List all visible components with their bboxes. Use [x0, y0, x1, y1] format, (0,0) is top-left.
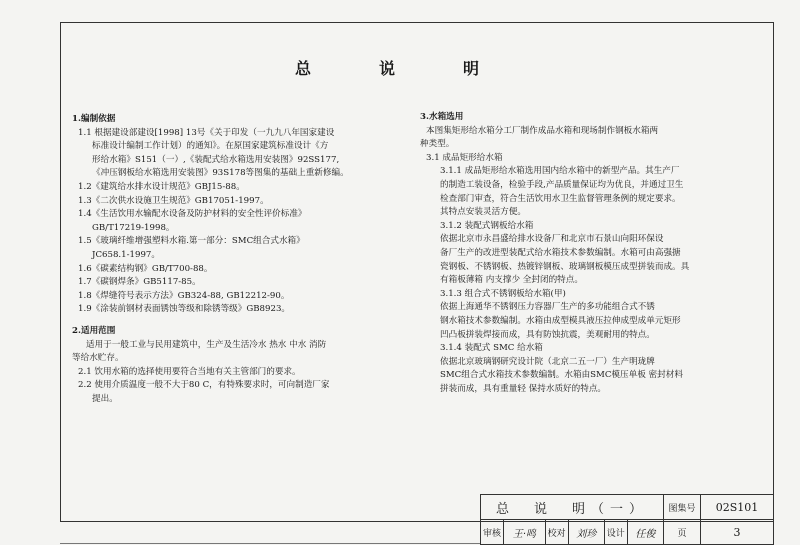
design-label: 设计 [604, 520, 627, 545]
text-line: GB/T17219-1998。 [92, 222, 175, 233]
text-line: 3.1.2 装配式钢板给水箱 [440, 220, 534, 231]
text-line: 1.编制依据 [72, 114, 116, 124]
text-line: 备厂生产的改进型装配式给水箱技术参数编制。水箱可由高强搪 [440, 247, 681, 258]
review-signature: 王·鸣 [504, 520, 546, 545]
design-signature: 任俊 [627, 520, 663, 545]
text-line: 1.4《生活饮用水输配水设备及防护材料的安全性评价标准》 [78, 209, 307, 220]
text-line: 凹凸板拼装焊接而成，具有防蚀抗震，美观耐用的特点。 [440, 329, 655, 340]
page-label: 页 [664, 520, 701, 545]
text-line: 1.9《涂装前钢材表面锈蚀等级和除锈等级》GB8923。 [78, 304, 290, 315]
text-line: 有箱板薄箱 内支撑少 全封闭的特点。 [440, 275, 583, 286]
text-line: 《冲压钢板给水箱选用安装图》93S178等图集的基础上重新修编。 [92, 168, 349, 179]
text-line: 1.7《碳钢焊条》GB5117-85。 [78, 277, 201, 288]
text-line: 2.1 饮用水箱的选择使用要符合当地有关主管部门的要求。 [78, 366, 301, 377]
text-line: 标准设计编制工作计划）的通知》。在原国家建筑标准设计《方 [92, 141, 329, 152]
text-line: 形给水箱》S151（一）,《装配式给水箱选用安装图》92SS177, [92, 154, 340, 165]
text-line: 2.2 使用介质温度一般不大于80 C，有特殊要求时，可向制造厂家 [78, 380, 330, 391]
text-line: 1.3《二次供水设施卫生规范》GB17051-1997。 [78, 195, 269, 206]
text-line: 2.适用范围 [72, 325, 116, 336]
text-line: 1.1 根据建设部建设[1998] 13号《关于印发（一九九八年国家建设 [78, 127, 335, 138]
text-line: 1.2《建筑给水排水设计规范》GBJ15-88。 [78, 181, 245, 192]
page-number: 3 [701, 520, 774, 545]
review-label: 审核 [481, 520, 504, 545]
text-line: 其特点安装灵活方便。 [440, 207, 526, 218]
check-signature: 刘珍 [568, 520, 604, 545]
text-line: 3.1.3 组合式不锈钢板给水箱(甲) [440, 288, 566, 299]
atlas-label: 图集号 [664, 495, 701, 520]
text-line: 的制造工装设备，检验手段,产品质量保证均为优良，并通过卫生 [440, 179, 684, 190]
text-line: 3.1.4 装配式 SMC 给水箱 [440, 343, 543, 354]
text-line [72, 317, 402, 325]
text-line: 检查部门审查，符合生活饮用水卫生监督管理条例的规定要求。 [440, 193, 681, 204]
right-column [420, 111, 750, 396]
text-line: 依据北京玻璃钢研究设计院（北京二五一厂）生产明珑牌 [440, 356, 655, 367]
bottom-rule [60, 543, 480, 544]
text-line: 本图集矩形给水箱分工厂制作成品水箱和现场制作钢板水箱两 [426, 125, 659, 136]
page-title: 总 说 明 [294, 59, 505, 78]
sheet-title: 总 说 明（一） [481, 495, 664, 520]
text-line: 3.1 成品矩形给水箱 [426, 152, 503, 163]
text-line: 拼装而成，具有重量轻 保持水质好的特点。 [440, 383, 607, 394]
check-label: 校对 [545, 520, 568, 545]
text-line: 瓷钢板、不锈钢板、热镀锌钢板、玻璃钢板模压成型拼装而成。具 [440, 261, 690, 272]
title-block [480, 494, 774, 545]
text-line: 等给水贮存。 [72, 353, 124, 364]
text-line: 3.水箱选用 [420, 112, 464, 122]
text-line: 提出。 [92, 393, 118, 404]
atlas-number: 02S101 [701, 495, 774, 520]
text-line: 种类型。 [420, 139, 455, 150]
text-line: SMC组合式水箱技术参数编制。水箱由SMC模压单板 密封材料 [440, 370, 683, 381]
left-column [72, 113, 402, 406]
text-line: 适用于一般工业与民用建筑中，生产及生活冷水 热水 中水 消防 [86, 339, 327, 350]
text-line: 依据北京市永昌盛给排水设备厂和北京市石景山向阳环保设 [440, 234, 664, 245]
text-line: JC658.1-1997。 [92, 249, 160, 260]
text-line: 钢水箱技术参数编制。水箱由成型模具液压拉伸成型成单元矩形 [440, 315, 681, 326]
text-line: 1.6《碳素结构钢》GB/T700-88。 [78, 263, 213, 274]
text-line: 1.8《焊缝符号表示方法》GB324-88, GB12212-90。 [78, 290, 290, 301]
text-line: 3.1.1 成品矩形给水箱选用国内给水箱中的新型产品。其生产厂 [440, 166, 680, 177]
text-line: 1.5《玻璃纤维增强塑料水箱.第一部分：SMC组合式水箱》 [78, 236, 305, 247]
text-line: 依据上海通华不锈钢压力容器厂生产的多功能组合式不锈 [440, 302, 655, 313]
